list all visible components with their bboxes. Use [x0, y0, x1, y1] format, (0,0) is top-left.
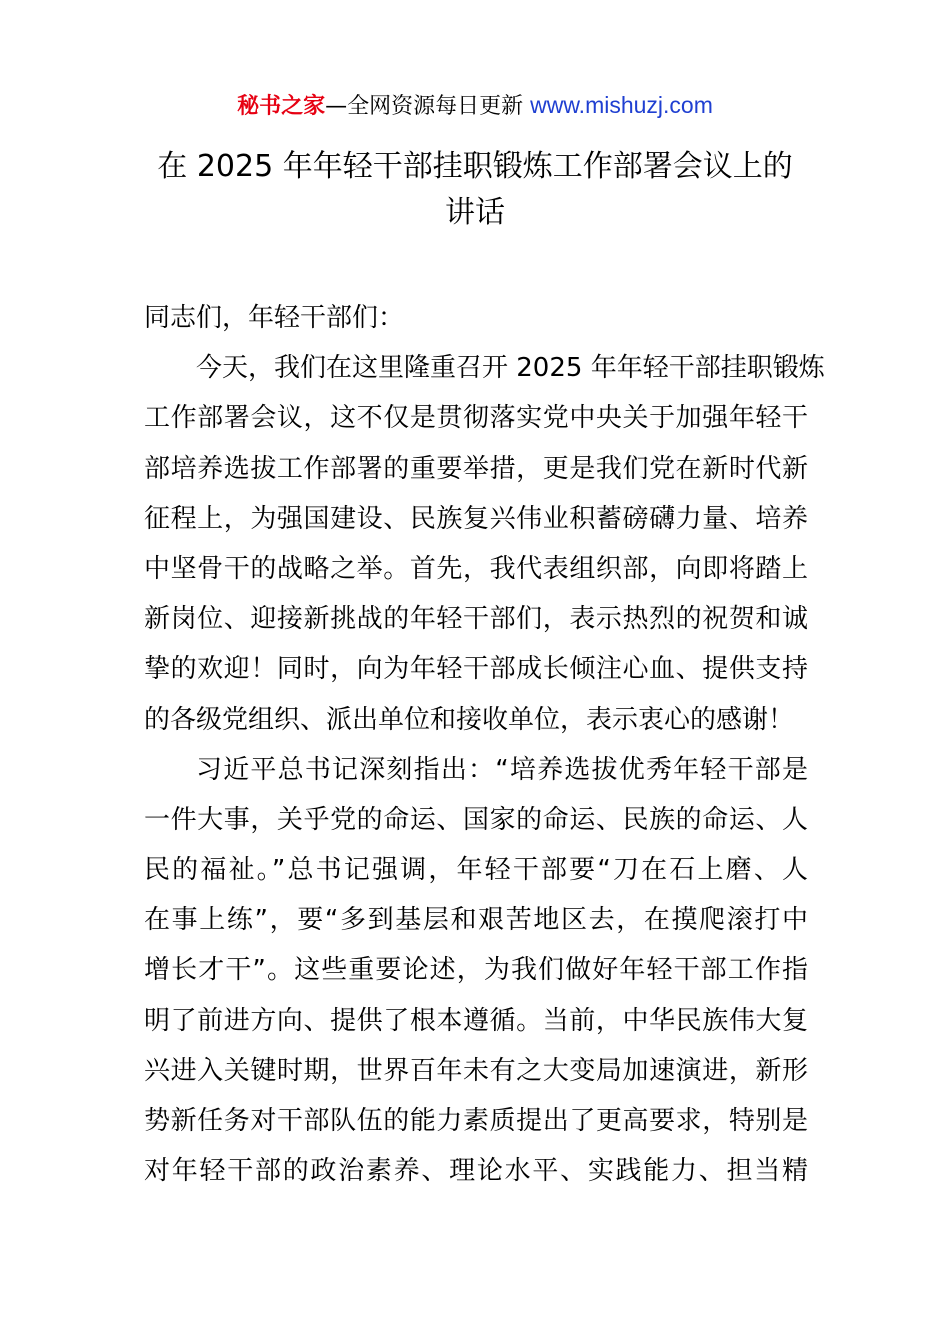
paragraph-line: 兴进入关键时期，世界百年未有之大变局加速演进，新形 [144, 1055, 808, 1086]
paragraph-line: 挚的欢迎！同时，向为年轻干部成长倾注心血、提供支持 [144, 654, 808, 685]
salutation: 同志们，年轻干部们： [144, 303, 405, 333]
document-title [130, 144, 820, 236]
paragraph-line: 工作部署会议，这不仅是贯彻落实党中央关于加强年轻干 [144, 403, 808, 434]
paragraph-line: 部培养选拔工作部署的重要举措，更是我们党在新时代新 [144, 453, 808, 484]
brand-name: 秘书之家 [237, 94, 326, 119]
title-line-1: 在 2025 年年轻干部挂职锻炼工作部署会议上的 [157, 149, 793, 184]
paragraph-line: 习近平总书记深刻指出：“培养选拔优秀年轻干部是 [196, 754, 808, 785]
paragraph-line: 民的福祉。”总书记强调，年轻干部要“刀在石上磨、人 [144, 855, 808, 886]
paragraph-line: 增长才干”。这些重要论述，为我们做好年轻干部工作指 [144, 955, 808, 986]
site-url-link[interactable]: www.mishuzj.com [530, 92, 713, 118]
paragraph-line: 对年轻干部的政治素养、理论水平、实践能力、担当精 [144, 1156, 808, 1187]
paragraph-line: 在事上练”，要“多到基层和艰苦地区去，在摸爬滚打中 [144, 905, 808, 936]
paragraph-line: 征程上，为强国建设、民族复兴伟业积蓄磅礴力量、培养 [144, 503, 808, 534]
title-line-2: 讲话 [445, 195, 505, 230]
paragraph-line: 新岗位、迎接新挑战的年轻干部们，表示热烈的祝贺和诚 [144, 604, 808, 635]
brand-tagline: —全网资源每日更新 [325, 94, 524, 119]
paragraph-line: 中坚骨干的战略之举。首先，我代表组织部，向即将踏上 [144, 553, 808, 584]
paragraph-line: 明了前进方向、提供了根本遵循。当前，中华民族伟大复 [144, 1005, 808, 1036]
paragraph-line: 势新任务对干部队伍的能力素质提出了更高要求，特别是 [144, 1106, 808, 1136]
paragraph-line: 的各级党组织、派出单位和接收单位，表示衷心的感谢！ [144, 704, 795, 735]
document-body [144, 293, 825, 1196]
paragraph-line: 一件大事，关乎党的命运、国家的命运、民族的命运、人 [144, 804, 808, 835]
site-header [0, 88, 950, 124]
paragraph-line: 今天，我们在这里隆重召开 2025 年年轻干部挂职锻炼 [196, 353, 825, 384]
